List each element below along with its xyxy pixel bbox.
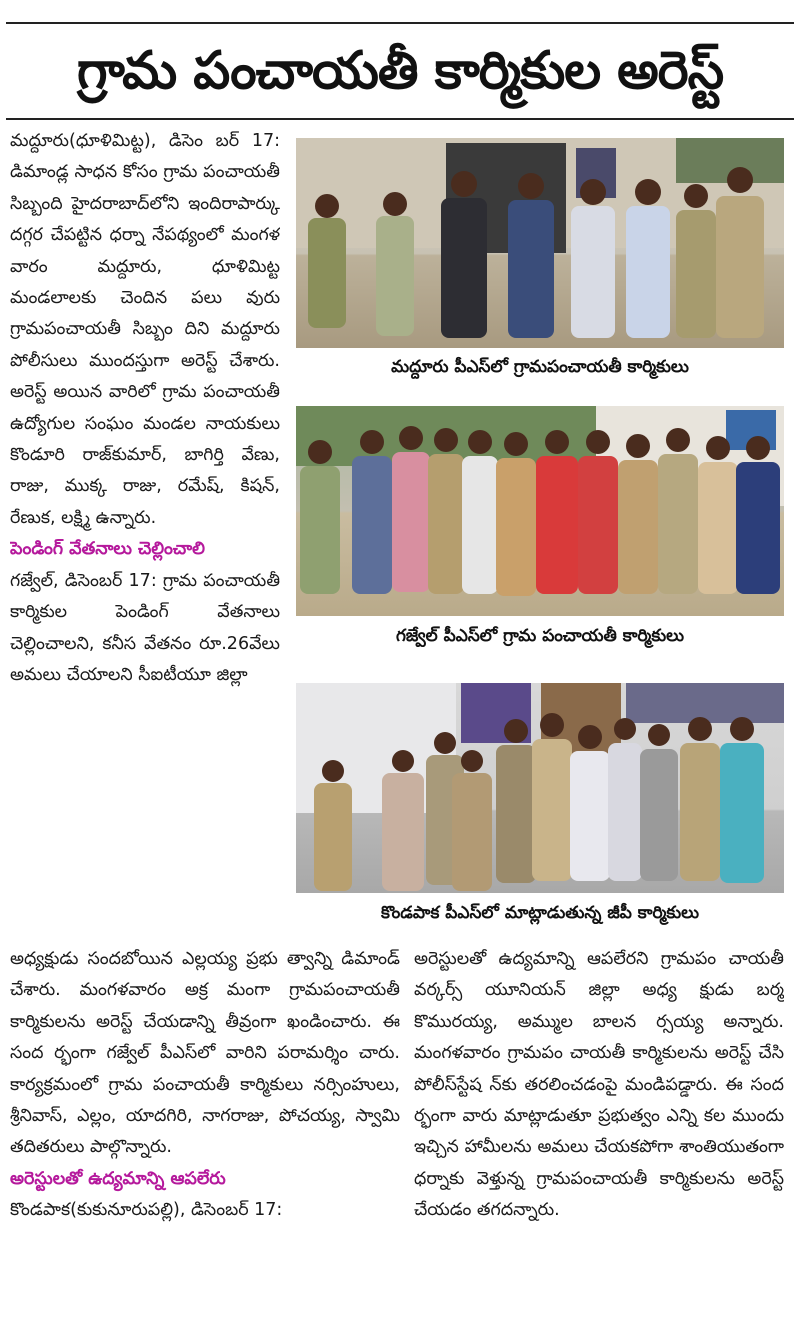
- article-paragraph: అధ్యక్షుడు సందబోయిన ఎల్లయ్య ప్రభు త్వాన్ని డిమాండ్ చేశారు. మంగళవారం అక్ర మంగా గ్రామపంచాయతీ కార్మికులను అరెస్ట్ చేయడాన్ని తీవ్రంగా ఖండించారు. ఈ సంద ర్భంగా గజ్వేల్ పీఎస్‌లో వారిని పరామర్శిం చారు. కార్యక్రమంలో గ్రామ పంచాయతీ కార్మికులు నర్సింహులు, శ్రీనివాస్, ఎల్లం, యాదగిరి, నాగరాజు, పోచయ్య, స్వామి తదితరులు పాల్గొన్నారు.: [10, 949, 400, 1158]
- article-paragraph: అరెస్టులతో ఉద్యమాన్ని ఆపలేరని గ్రామపం చాయతీ వర్కర్స్ యూనియన్ జిల్లా అధ్య క్షుడు బర్మ కొమురయ్య, అమ్ముల బాలన ర్సయ్య అన్నారు. మంగళవారం గ్రామపం చాయతీ కార్మికులను అరెస్ట్ చేసి పోలీస్‌స్టేష న్‌కు తరలించడంపై మండిపడ్డారు. ఈ సంద ర్భంగా వారు మాట్లాడుతూ ప్రభుత్వం ఎన్ని కల ముందు ఇచ్చిన హామీలను అమలు చేయకపోగా శాంతియుతంగా ధర్నాకు వెళ్తున్న గ్రామపంచాయతీ కార్మికులను అరెస్ట్ చేయడం తగదన్నారు.: [414, 949, 784, 1221]
- article-paragraph: మద్దూరు(ధూళిమిట్ట), డిసెం బర్ 17: డిమాండ్ల సాధన కోసం గ్రామ పంచాయతీ సిబ్బంది హైదరాబాద్‌లోని ఇందిరాపార్కు దగ్గర చేపట్టిన ధర్నా నేపథ్యంలో మంగళ వారం మద్దూరు, ధూళిమిట్ట మండలాలకు చెందిన పలు వురు గ్రామపంచాయతీ సిబ్బం దిని మద్దూరు పోలీసులు ముందస్తుగా అరెస్ట్ చేశారు. అరెస్ట్ అయిన వారిలో గ్రామ పంచాయతీ ఉద్యోగుల సంఘం మండల నాయకులు కొండూరి రాజ్‌కుమార్, బాగిర్తి వేణు, రాజు, ముక్క రాజు, రమేష్, కిషన్, రేణుక, లక్ష్మి ఉన్నారు.: [10, 131, 280, 528]
- article-paragraph: గజ్వేల్, డిసెంబర్ 17: గ్రామ పంచాయతీ కార్మికుల పెండింగ్ వేతనాలు చెల్లించాలని, కనీస వేతనం రూ.26వేలు అమలు చేయాలని సీఐటీయూ జిల్లా: [10, 570, 280, 685]
- photo-kondapaka-ps: [296, 683, 784, 893]
- photo3-caption: కొండపాక పీఎస్‌లో మాట్లాడుతున్న జీపీ కార్మికులు: [380, 903, 700, 923]
- article-bottom-right-column: [414, 944, 784, 1316]
- photo-gajwel-ps: [296, 406, 784, 616]
- subhead-arrests-cannot-stop: అరెస్టులతో ఉద్యమాన్ని ఆపలేరు: [10, 1168, 226, 1189]
- article-paragraph: కొండపాక(కుకునూరుపల్లి), డిసెంబర్ 17:: [10, 1200, 283, 1221]
- article-left-column: [10, 126, 280, 946]
- article-bottom-left-column: [10, 944, 400, 1316]
- photo1-caption: మద్దూరు పీఎస్‌లో గ్రామపంచాయతీ కార్మికులు: [391, 357, 689, 377]
- top-rule: [6, 22, 794, 24]
- photo-madduru-ps: [296, 138, 784, 348]
- photo-gajwel-scene: [296, 406, 784, 616]
- photo2-caption: గజ్వేల్ పీఎస్‌లో గ్రామ పంచాయతీ కార్మికులు: [395, 626, 685, 646]
- photo-kondapaka-scene: [296, 683, 784, 893]
- headline-rule: [6, 118, 794, 120]
- photo-madduru-scene: [296, 138, 784, 348]
- headline: గ్రామ పంచాయతీ కార్మికుల అరెస్ట్: [76, 41, 724, 101]
- subhead-pending-wages: పెండింగ్ వేతనాలు చెల్లించాలి: [10, 539, 205, 560]
